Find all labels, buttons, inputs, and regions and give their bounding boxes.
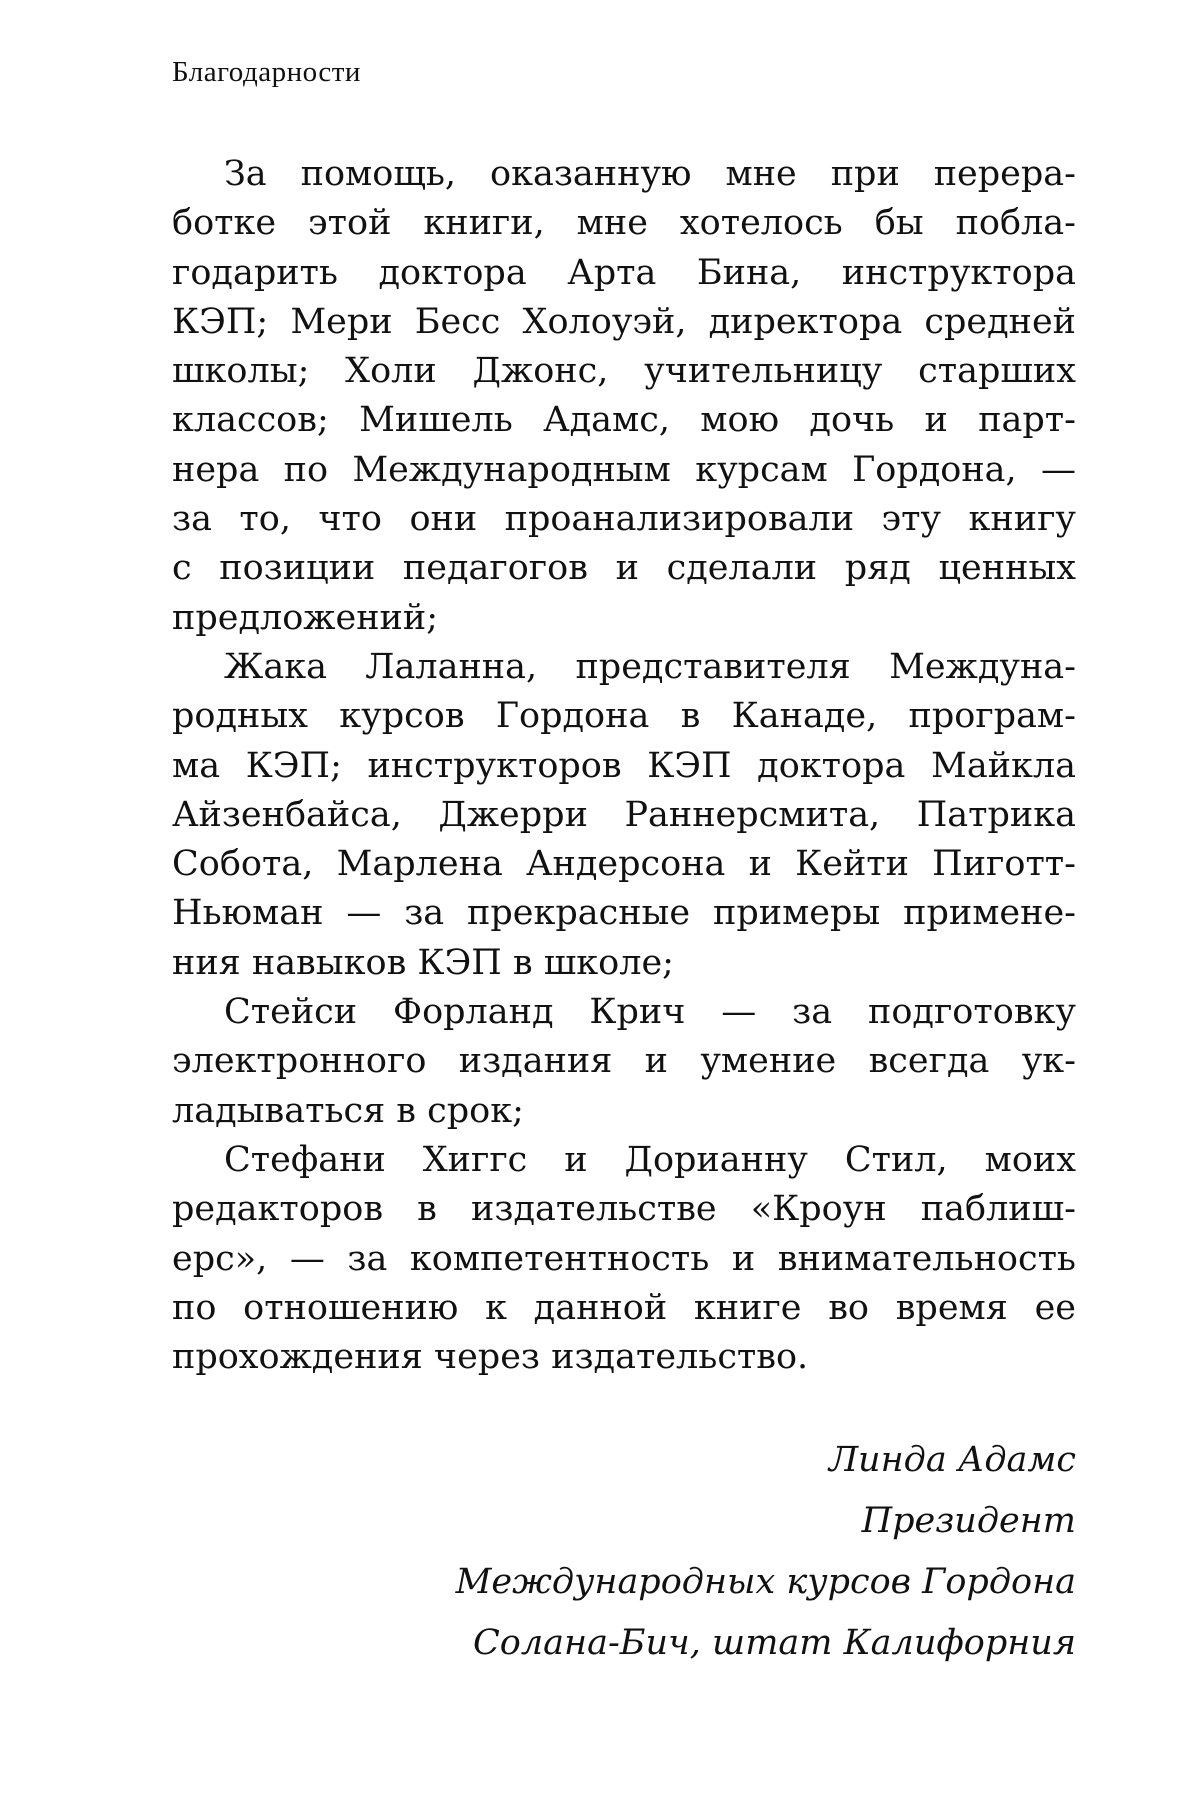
- signature-organization: Международных курсов Гордона: [455, 1562, 1076, 1602]
- paragraph-1-line-9: с позиции педагогов и сделали ряд ценных: [172, 548, 1076, 589]
- paragraph-1-line-1: За помощь, оказанную мне при перера-: [224, 154, 1076, 194]
- paragraph-3-line-2: электронного издания и умение всегда ук-: [172, 1041, 1076, 1082]
- signature-location: Солана-Бич, штат Калифорния: [473, 1623, 1076, 1663]
- paragraph-1-line-4: КЭП; Мери Бесс Холоуэй, директора средней: [172, 301, 1076, 342]
- signature-name: Линда Адамс: [828, 1440, 1076, 1480]
- paragraph-3-line-3: ладываться в срок;: [172, 1090, 524, 1131]
- paragraph-1-line-10: предложений;: [172, 597, 438, 638]
- paragraph-2-line-7: ния навыков КЭП в школе;: [172, 942, 674, 983]
- paragraph-1-line-6: классов; Мишель Адамс, мою дочь и парт-: [172, 400, 1076, 441]
- paragraph-1-line-7: нера по Международным курсам Гордона, —: [172, 449, 1076, 490]
- paragraph-1-line-2: ботке этой книги, мне хотелось бы побла-: [172, 203, 1076, 244]
- paragraph-1-line-5: школы; Холи Джонс, учительницу старших: [172, 351, 1076, 392]
- paragraph-3-line-1: Стейси Форланд Крич — за подготовку: [224, 992, 1076, 1033]
- paragraph-4-line-4: по отношению к данной книге во время ее: [172, 1287, 1076, 1328]
- paragraph-2-line-5: Собота, Марлена Андерсона и Кейти Пиготт-: [172, 844, 1076, 885]
- paragraph-4-line-3: ерс», — за компетентность и внимательность: [172, 1238, 1076, 1279]
- signature-block: [456, 1430, 1076, 1674]
- paragraph-2-line-3: ма КЭП; инструкторов КЭП доктора Майкла: [172, 745, 1076, 786]
- paragraph-2-line-2: родных курсов Гордона в Канаде, програм-: [172, 696, 1076, 737]
- paragraph-2-line-4: Айзенбайса, Джерри Раннерсмита, Патрика: [172, 794, 1076, 835]
- paragraph-1-line-8: за то, что они проанализировали эту книгу: [172, 499, 1076, 540]
- paragraph-4-line-1: Стефани Хиггс и Дорианну Стил, моих: [224, 1139, 1076, 1180]
- paragraph-4-line-5: прохождения через издательство.: [172, 1337, 809, 1378]
- signature-title: Президент: [861, 1501, 1076, 1541]
- paragraph-4-line-2: редакторов в издательстве «Кроун паблиш-: [172, 1189, 1076, 1230]
- running-head: Благодарности: [172, 56, 361, 88]
- paragraph-1-line-3: годарить доктора Арта Бина, инструктора: [172, 252, 1076, 293]
- paragraph-2-line-1: Жака Лаланна, представителя Междуна-: [224, 646, 1076, 687]
- acknowledgements-text: [172, 150, 1076, 1382]
- paragraph-2-line-6: Ньюман — за прекрасные примеры примене-: [172, 893, 1076, 934]
